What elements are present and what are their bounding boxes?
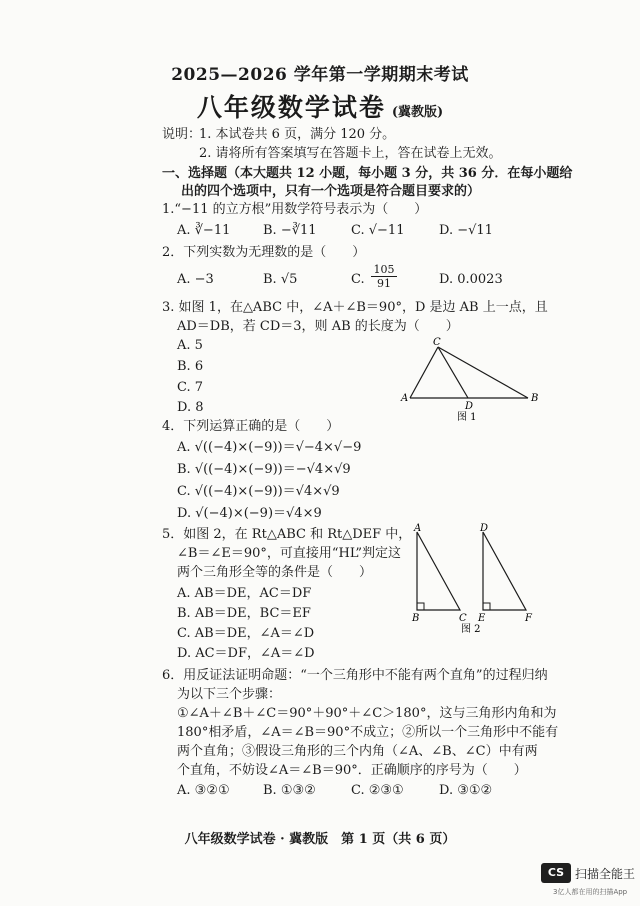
q2-option-c: C. xyxy=(351,272,365,287)
fig2-label-a: A xyxy=(414,523,422,534)
q6-line-2: 为以下三个步骤： xyxy=(177,687,282,702)
q4-option-c: C. √((−4)×(−9))＝√4×√9 xyxy=(177,484,340,499)
figure-2 xyxy=(405,522,540,634)
camscanner-logo-icon: CS xyxy=(541,863,571,883)
fig2-label-f: F xyxy=(525,613,532,624)
q5-option-c: C. AB＝DE，∠A＝∠D xyxy=(177,626,315,641)
fig2-triangle-def xyxy=(483,532,526,610)
fig1-label-d: D xyxy=(465,401,474,412)
q4-stem: 4．下列运算正确的是（ ） xyxy=(162,419,340,434)
fig1-label-c: C xyxy=(433,337,441,348)
fraction-numerator: 105 xyxy=(371,263,397,277)
q3-line-1: 3. 如图 1，在△ABC 中，∠A＋∠B＝90°，D 是边 AB 上一点，且 xyxy=(162,300,548,315)
q3-option-a: A. 5 xyxy=(177,338,203,353)
q6-option-c: C. ②③① xyxy=(351,783,404,798)
fig1-segment-cd xyxy=(438,347,468,398)
fig1-side-cb xyxy=(438,347,528,398)
fig2-caption: 图 2 xyxy=(461,624,481,634)
q2-option-b: B. √5 xyxy=(263,272,298,287)
q4-option-d: D. √(−4)×(−9)＝√4×9 xyxy=(177,506,322,521)
paper-title-text: 八年级数学试卷 xyxy=(196,93,386,122)
q5-option-d: D. AC＝DF，∠A＝∠D xyxy=(177,646,315,661)
q2-stem: 2．下列实数为无理数的是（ ） xyxy=(162,245,366,260)
section-heading-line-1: 一、选择题（本大题共 12 小题，每小题 3 分，共 36 分．在每小题给 xyxy=(162,166,573,181)
figure-1 xyxy=(395,335,540,425)
q1-option-a: A. ∛−11 xyxy=(177,223,231,238)
notes-line-1: 1. 本试卷共 6 页，满分 120 分。 xyxy=(199,127,396,142)
q6-option-d: D. ③①② xyxy=(439,783,493,798)
q1-stem: 1.“−11 的立方根”用数学符号表示为（ ） xyxy=(162,202,428,217)
q1-option-d: D. −√11 xyxy=(439,223,493,238)
fig1-side-ca xyxy=(410,347,438,398)
fig1-caption: 图 1 xyxy=(457,412,477,423)
q5-line-3: 两个三角形全等的条件是（ ） xyxy=(177,565,373,580)
q6-line-1: 6．用反证法证明命题：“一个三角形中不能有两个直角”的过程归纳 xyxy=(162,668,548,683)
edition-label: (冀教版) xyxy=(391,105,444,120)
notes-line-2: 2. 请将所有答案填写在答题卡上，答在试卷上无效。 xyxy=(199,146,502,161)
notes-label: 说明： xyxy=(162,127,202,142)
q6-option-a: A. ③②① xyxy=(177,783,230,798)
fig2-right-angle-e xyxy=(483,603,490,610)
q3-option-d: D. 8 xyxy=(177,400,204,415)
q6-option-b: B. ①③② xyxy=(263,783,316,798)
q4-option-b: B. √((−4)×(−9))＝−√4×√9 xyxy=(177,462,351,477)
exam-title: 2025—2026 学年第一学期期末考试 xyxy=(171,65,469,85)
q1-option-b: B. −∛11 xyxy=(263,223,317,238)
fig2-label-b: B xyxy=(412,613,420,624)
fig2-label-d: D xyxy=(480,523,489,534)
q1-option-c: C. √−11 xyxy=(351,223,405,238)
q5-option-b: B. AB＝DE，BC＝EF xyxy=(177,606,311,621)
q3-line-2: AD＝DB，若 CD＝3，则 AB 的长度为（ ） xyxy=(177,319,459,334)
camscanner-tagline: 3亿人都在用的扫描App xyxy=(553,888,628,896)
q6-line-3: ①∠A＋∠B＋∠C＝90°＋90°＋∠C＞180°，这与三角形内角和为 xyxy=(177,706,557,721)
fig1-label-b: B xyxy=(531,393,539,404)
paper-title xyxy=(0,88,640,124)
fig2-label-c: C xyxy=(459,613,467,624)
q2-option-d: D. 0.0023 xyxy=(439,272,503,287)
fig2-right-angle-b xyxy=(417,603,424,610)
q5-line-2: ∠B＝∠E＝90°，可直接用“HL”判定这 xyxy=(177,546,402,561)
q5-line-1: 5．如图 2，在 Rt△ABC 和 Rt△DEF 中， xyxy=(162,527,412,542)
q2-option-c-fraction xyxy=(371,263,397,290)
q6-line-6: 个直角，不妨设∠A＝∠B＝90°．正确顺序的序号为（ ） xyxy=(177,763,527,778)
fraction-denominator: 91 xyxy=(377,277,391,290)
q3-option-c: C. 7 xyxy=(177,380,204,395)
q2-option-a: A. −3 xyxy=(177,272,214,287)
q4-option-a: A. √((−4)×(−9))＝√−4×√−9 xyxy=(177,440,362,455)
q6-line-5: 两个直角；③假设三角形的三个内角（∠A、∠B、∠C）中有两 xyxy=(177,744,538,759)
fig2-triangle-abc xyxy=(417,532,460,610)
page-footer: 八年级数学试卷 · 冀教版 第 1 页（共 6 页） xyxy=(184,832,456,847)
section-heading-line-2: 出的四个选项中，只有一个选项是符合题目要求的） xyxy=(181,184,481,199)
q6-line-4: 180°相矛盾，∠A＝∠B＝90°不成立；②所以一个三角形中不能有 xyxy=(177,725,559,740)
fig2-label-e: E xyxy=(478,613,486,624)
fig1-label-a: A xyxy=(401,393,409,404)
q5-option-a: A. AB＝DE，AC＝DF xyxy=(177,586,312,601)
camscanner-name: 扫描全能王 xyxy=(575,867,636,881)
q3-option-b: B. 6 xyxy=(177,359,204,374)
